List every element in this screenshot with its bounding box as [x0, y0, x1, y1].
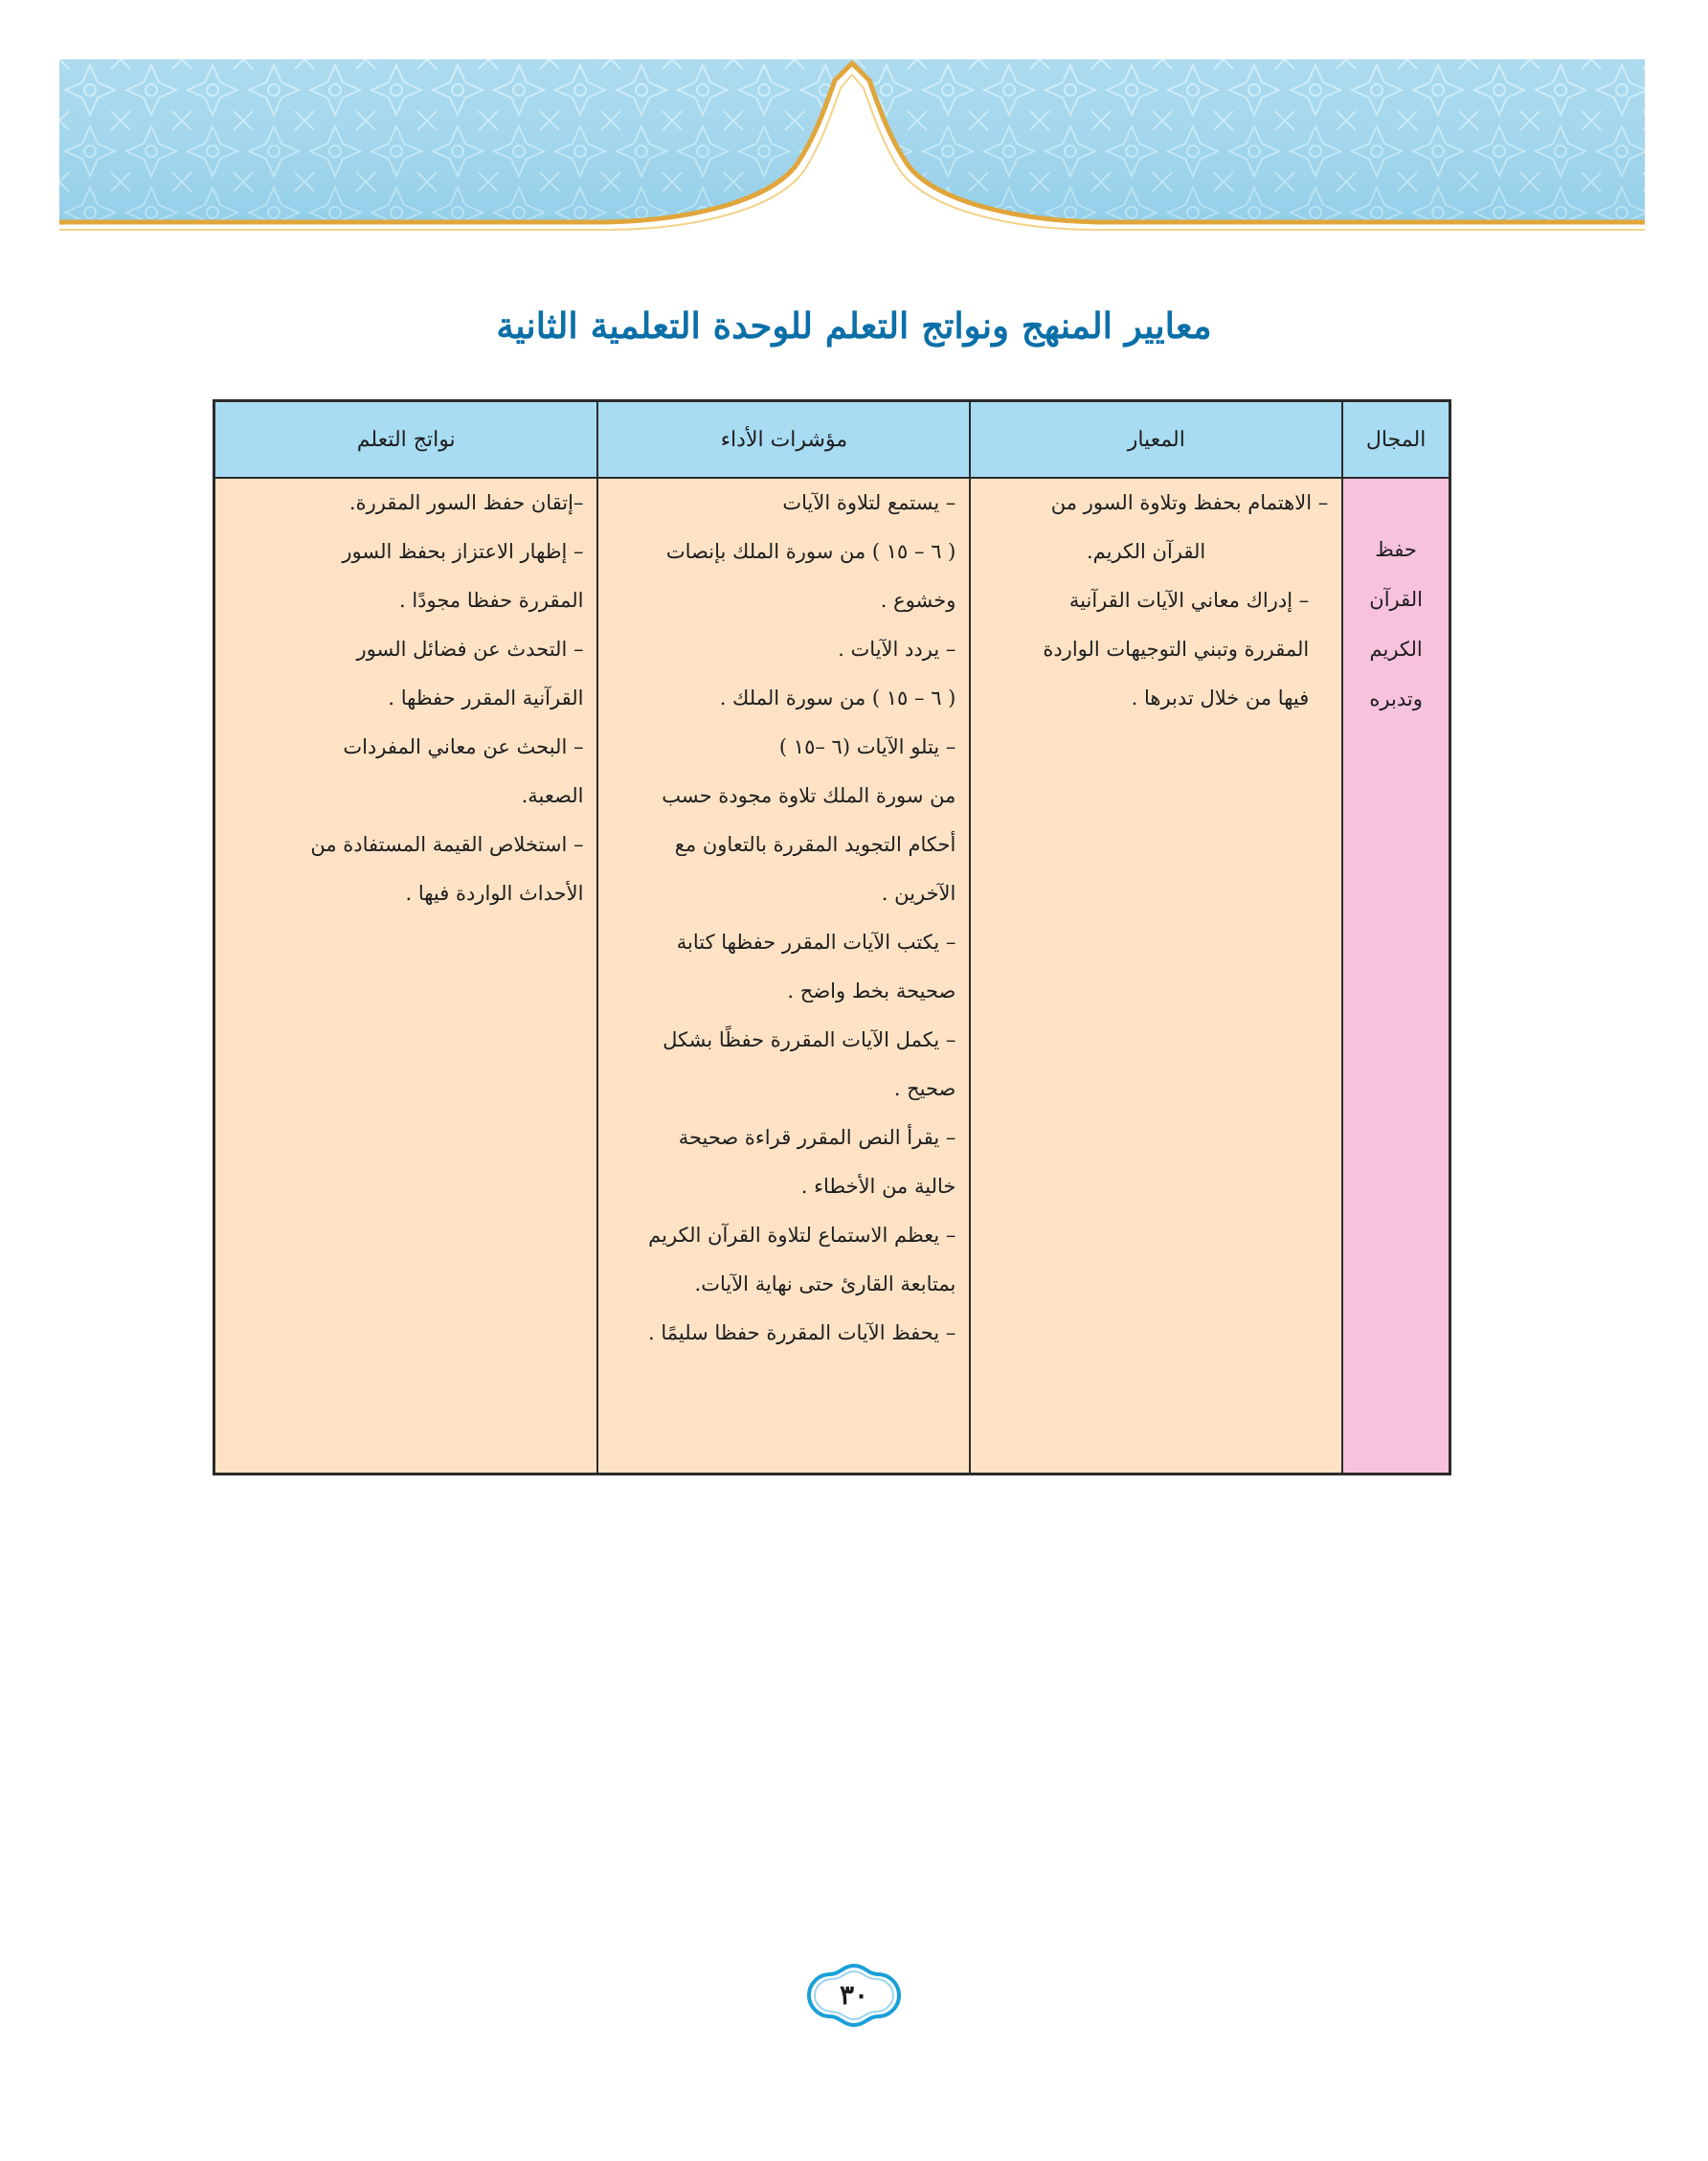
indicator-line: وخشوع . [880, 589, 956, 612]
indicator-line: صحيحة بخط واضح . [787, 979, 956, 1002]
indicator-line: ( ٦ – ١٥ ) من سورة الملك . [719, 687, 956, 709]
indicator-line: ( ٦ – ١٥ ) من سورة الملك بإنصات [665, 540, 956, 563]
indicator-line: – يقرأ النص المقرر قراءة صحيحة [678, 1126, 956, 1149]
header-domain: المجال [1342, 401, 1450, 479]
indicator-line: – يتلو الآيات (٦ –١٥ ) [778, 735, 956, 758]
outcome-line: الصعبة. [521, 784, 584, 807]
domain-line: القرآن [1369, 588, 1423, 611]
indicator-line: من سورة الملك تلاوة مجودة حسب [662, 784, 956, 807]
standard-line: فيها من خلال تدبرها . [1131, 687, 1310, 709]
outcome-line: – استخلاص القيمة المستفادة من [310, 833, 584, 856]
table-header-row [214, 401, 1450, 479]
page-title: معايير المنهج ونواتج التعلم للوحدة التعلمية الثانية [496, 304, 1212, 347]
header-outcomes: نواتج التعلم [214, 401, 598, 479]
header-banner [59, 59, 1645, 243]
outcome-line: – إظهار الاعتزاز بحفظ السور [342, 540, 584, 563]
indicator-line: – يكمل الآيات المقررة حفظًا بشكل [663, 1028, 956, 1051]
indicator-line: – يردد الآيات . [838, 638, 956, 661]
indicator-line: صحيح . [893, 1077, 956, 1100]
standard-cell [970, 478, 1342, 1474]
banner-pattern-graphic [59, 59, 1645, 243]
outcomes-cell [214, 478, 598, 1474]
standard-line: القرآن الكريم. [1086, 540, 1206, 563]
header-standard: المعيار [970, 401, 1342, 479]
outcome-line: – التحدث عن فضائل السور [356, 638, 584, 661]
outcome-line: – البحث عن معاني المفردات [343, 735, 584, 758]
indicator-line: الآخرين . [881, 882, 956, 905]
indicator-line: خالية من الأخطاء . [800, 1175, 956, 1198]
standard-line: المقررة وتبني التوجيهات الواردة [1043, 638, 1310, 661]
indicator-line: – يعظم الاستماع لتلاوة القرآن الكريم [648, 1224, 956, 1247]
page-number: ٣٠ [839, 1979, 869, 2011]
indicator-line: أحكام التجويد المقررة بالتعاون مع [674, 833, 956, 856]
indicators-cell [597, 478, 970, 1474]
page-number-badge [805, 1963, 903, 2028]
standard-line: – إدراك معاني الآيات القرآنية [1068, 589, 1310, 612]
table-row [214, 478, 1450, 1474]
outcome-line: –إتقان حفظ السور المقررة. [348, 491, 584, 514]
indicator-line: بمتابعة القارئ حتى نهاية الآيات. [694, 1272, 956, 1295]
standard-line: – الاهتمام بحفظ وتلاوة السور من [1050, 491, 1329, 514]
indicator-line: – يكتب الآيات المقرر حفظها كتابة [676, 931, 956, 954]
domain-line: الكريم [1369, 638, 1423, 661]
indicator-line: – يستمع لتلاوة الآيات [782, 491, 956, 514]
standards-table [213, 399, 1451, 1475]
outcome-line: المقررة حفظا مجودًا . [398, 589, 584, 612]
domain-line: وتدبره [1369, 687, 1423, 710]
domain-line: حفظ [1375, 538, 1417, 561]
indicator-line: – يحفظ الآيات المقررة حفظا سليمًا . [647, 1321, 956, 1344]
outcome-line: الأحداث الواردة فيها . [405, 882, 584, 905]
header-indicators: مؤشرات الأداء [597, 401, 970, 479]
domain-cell [1342, 478, 1450, 1474]
outcome-line: القرآنية المقرر حفظها . [388, 687, 584, 709]
standards-table-wrap [213, 399, 1451, 1475]
